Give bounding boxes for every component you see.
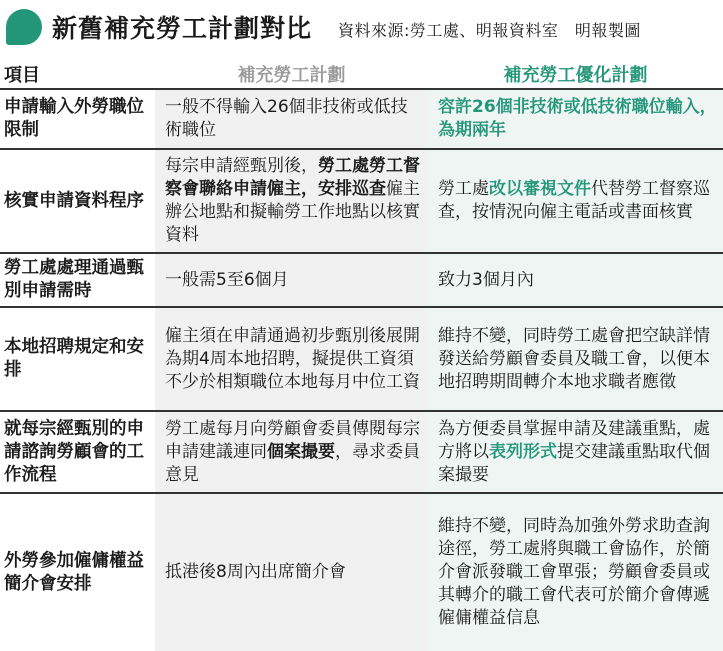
old-scheme-cell — [155, 494, 428, 651]
row-item-text: 外勞參加僱傭權益簡介會安排 — [4, 550, 144, 594]
table-row — [0, 308, 723, 410]
new-scheme-cell-text: 為方便委員掌握申請及建議重點，處方將以 — [438, 418, 710, 462]
table-row — [0, 90, 723, 148]
table-row — [0, 150, 723, 252]
old-scheme-cell — [155, 308, 428, 410]
new-scheme-cell — [428, 150, 723, 252]
new-scheme-cell — [428, 254, 723, 306]
new-scheme-cell-text: 表列形式 — [489, 441, 557, 462]
old-scheme-cell-text: 僱主辦公地點和擬輸勞工作地點以核實資料 — [165, 179, 420, 245]
new-scheme-cell — [428, 494, 723, 651]
old-scheme-cell — [155, 254, 428, 306]
row-item-text: 就每宗經甄別的申請諮詢勞顧會的工作流程 — [4, 418, 144, 485]
row-item-text: 申請輸入外勞職位限制 — [4, 97, 144, 140]
old-scheme-cell-text: 一般需5至6個月 — [165, 269, 289, 290]
row-item-label — [4, 412, 156, 492]
new-scheme-cell-text: 維持不變，同時勞工處會把空缺詳情發送給勞顧會委員及職工會，以便本地招聘期間轉介本地求職者應徵 — [438, 325, 710, 392]
old-scheme-cell-text: 每宗申請經甄別後， — [165, 156, 318, 176]
old-scheme-cell — [155, 412, 428, 492]
page-title: 新舊補充勞工計劃對比 — [52, 14, 313, 43]
row-item-text: 本地招聘規定和安排 — [4, 337, 144, 380]
row-item-label — [4, 308, 154, 410]
old-scheme-cell-text: 勞工處勞工督察會聯絡申請僱主，安排巡查 — [165, 156, 420, 199]
table-row — [0, 412, 723, 492]
old-scheme-cell-text: ，尋求委員意見 — [165, 441, 420, 485]
row-item-text: 勞工處處理通過甄別申請需時 — [4, 258, 144, 301]
title-bar — [0, 0, 723, 56]
row-item-text: 核實申請資料程序 — [4, 190, 144, 211]
new-scheme-cell — [428, 412, 723, 492]
new-scheme-cell-text: 代替勞工督察巡查，按情況向僱主電話或書面核實 — [438, 179, 710, 222]
old-scheme-cell-text: 僱主須在申請通過初步甄別後展開為期4周本地招聘，擬提供工資須不少於相類職位本地每月中位工資 — [165, 325, 420, 392]
new-scheme-cell-text: 提交建議重點取代個案撮要 — [438, 441, 710, 485]
old-scheme-cell-text: 抵港後8周內出席簡介會 — [165, 562, 346, 582]
speech-bubble-icon — [6, 9, 42, 45]
old-scheme-cell — [155, 150, 428, 252]
old-scheme-cell-text: 個案撮要 — [267, 441, 335, 462]
column-header-item: 項目 — [4, 65, 40, 86]
source-note: 資料來源:勞工處、明報資料室 明報製圖 — [338, 21, 641, 40]
row-item-label — [4, 254, 154, 306]
old-scheme-cell — [155, 90, 428, 148]
new-scheme-cell-text: 致力3個月內 — [438, 269, 534, 290]
column-header-old-scheme: 補充勞工計劃 — [237, 65, 346, 86]
row-item-label — [4, 90, 144, 148]
new-scheme-cell-text: 容許26個非技術或低技術職位輸入，為期兩年 — [438, 97, 717, 140]
new-scheme-cell-text: 改以審視文件 — [489, 179, 591, 199]
row-item-label — [4, 150, 144, 252]
old-scheme-cell-text: 一般不得輸入26個非技術或低技術職位 — [165, 97, 408, 140]
new-scheme-cell — [428, 90, 723, 148]
new-scheme-cell-text: 維持不變，同時為加強外勞求助查詢途徑，勞工處將與職工會協作，於簡介會派發職工會單張；勞顧會委員或其轉介的職工會代表可於簡介會傳遞僱傭權益信息 — [438, 516, 710, 628]
column-header-new-scheme: 補充勞工優化計劃 — [503, 65, 648, 86]
row-item-label — [4, 494, 144, 651]
new-scheme-cell-text: 勞工處 — [438, 179, 489, 199]
table-row — [0, 254, 723, 306]
old-scheme-cell-text: 勞工處每月向勞顧會委員傳閱每宗申請建議連同 — [165, 418, 420, 462]
table-row — [0, 494, 723, 651]
new-scheme-cell — [428, 308, 723, 410]
